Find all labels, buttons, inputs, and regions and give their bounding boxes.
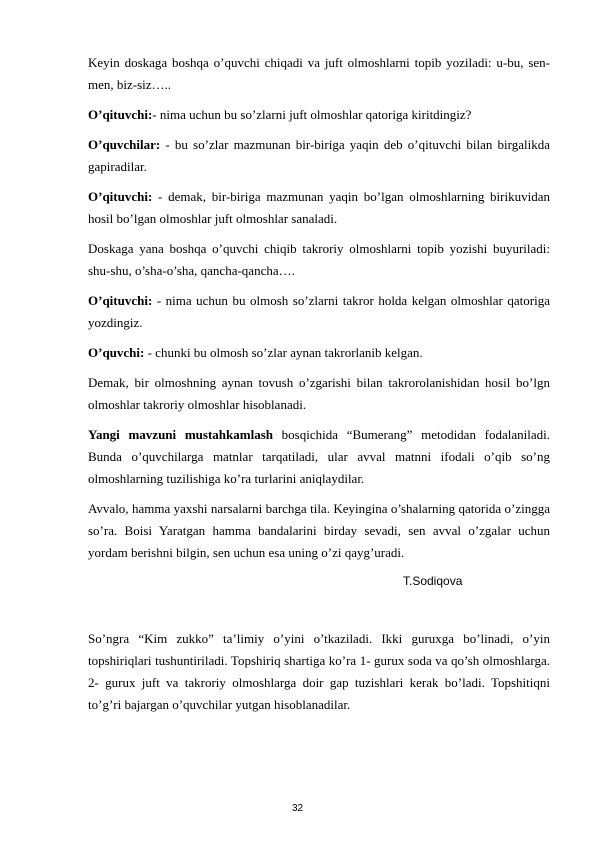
paragraph-2-speaker: O’qituvchi: — [88, 107, 153, 122]
paragraph-8 — [88, 372, 550, 416]
paragraph-1 — [88, 52, 550, 96]
paragraph-3-text: - bu so’zlar mazmunan bir-biriga yaqin deb o’qituvchi bilan birgalikda gapiradilar. — [88, 137, 550, 174]
paragraph-4-speaker: O’qituvchi: — [88, 189, 153, 204]
paragraph-5 — [88, 238, 550, 282]
paragraph-4 — [88, 186, 550, 230]
paragraph-3-speaker: O’quvchilar: — [88, 137, 161, 152]
paragraph-3 — [88, 134, 550, 178]
closing-paragraph: So’ngra “Kim zukko” ta’limiy o’yini o’tkaziladi. Ikki guruxga bo’linadi, o’yin topshiriqlari tushuntiriladi. Topshiriq shartiga ko’ra 1- gurux soda va qo’sh olmoshlarga. 2- gurux juft va takroriy olmoshlarga doir gap tuzishlari kerak bo’ladi. Topshitiqni to’g’ri bajargan o’quvchilar yutgan hisoblanadilar. — [88, 631, 550, 712]
author-signature: T.Sodiqova — [403, 574, 463, 588]
paragraph-9-heading: Yangi mavzuni mustahkamlash — [88, 427, 273, 442]
document-page — [88, 52, 550, 724]
paragraph-9-text: bosqichida “Bumerang” metodidan fodalaniladi. Bunda o’quvchilarga matnlar tarqatiladi, ular avval matnni ifodali o’qib so’ng olmoshlarning tuzilishiga ko’ra turlarini aniqlaydilar. — [88, 427, 550, 486]
paragraph-8-text: Demak, bir olmoshning aynan tovush o’zgarishi bilan takrorolanishidan hosil bo’lgn olmoshlar takroriy olmoshlar hisoblanadi. — [88, 375, 550, 412]
paragraph-6-speaker: O’qituvchi: — [88, 293, 153, 308]
paragraph-4-text: - demak, bir-biriga mazmunan yaqin bo’lgan olmoshlarning birikuvidan hosil bo’lgan olmoshlar juft olmoshlar sanaladi. — [88, 189, 550, 226]
paragraph-9 — [88, 424, 550, 490]
section-gap — [88, 592, 550, 628]
paragraph-7 — [88, 342, 550, 364]
paragraph-2 — [88, 104, 550, 126]
page-number: 32 — [291, 803, 304, 814]
paragraph-7-speaker: O’quvchi: — [88, 345, 145, 360]
paragraph-1-text: Keyin doskaga boshqa o’quvchi chiqadi va juft olmoshlarni topib yoziladi: u-bu, sen-men, biz-siz….. — [88, 55, 550, 92]
paragraph-10 — [88, 498, 550, 564]
paragraph-2-text: - nima uchun bu so’zlarni juft olmoshlar qatoriga kiritdingiz? — [152, 107, 472, 122]
paragraph-6 — [88, 290, 550, 334]
paragraph-10-text: Avvalo, hamma yaxshi narsalarni barchga tila. Keyingina o’shalarning qatorida o’zingga so’ra. Boisi Yaratgan hamma bandalarini birday sevadi, sen avval o’zgalar uchun yordam berishni bilgin, sen uchun esa uning o’zi qayg’uradi. — [88, 501, 550, 560]
paragraph-6-text: - nima uchun bu olmosh so’zlarni takror holda kelgan olmoshlar qatoriga yozdingiz. — [88, 293, 550, 330]
paragraph-5-text: Doskaga yana boshqa o’quvchi chiqib takroriy olmoshlarni topib yozishi buyuriladi: shu-shu, o’sha-o’sha, qancha-qancha…. — [88, 241, 550, 278]
paragraph-7-text: - chunki bu olmosh so’zlar aynan takrorlanib kelgan. — [144, 345, 423, 360]
